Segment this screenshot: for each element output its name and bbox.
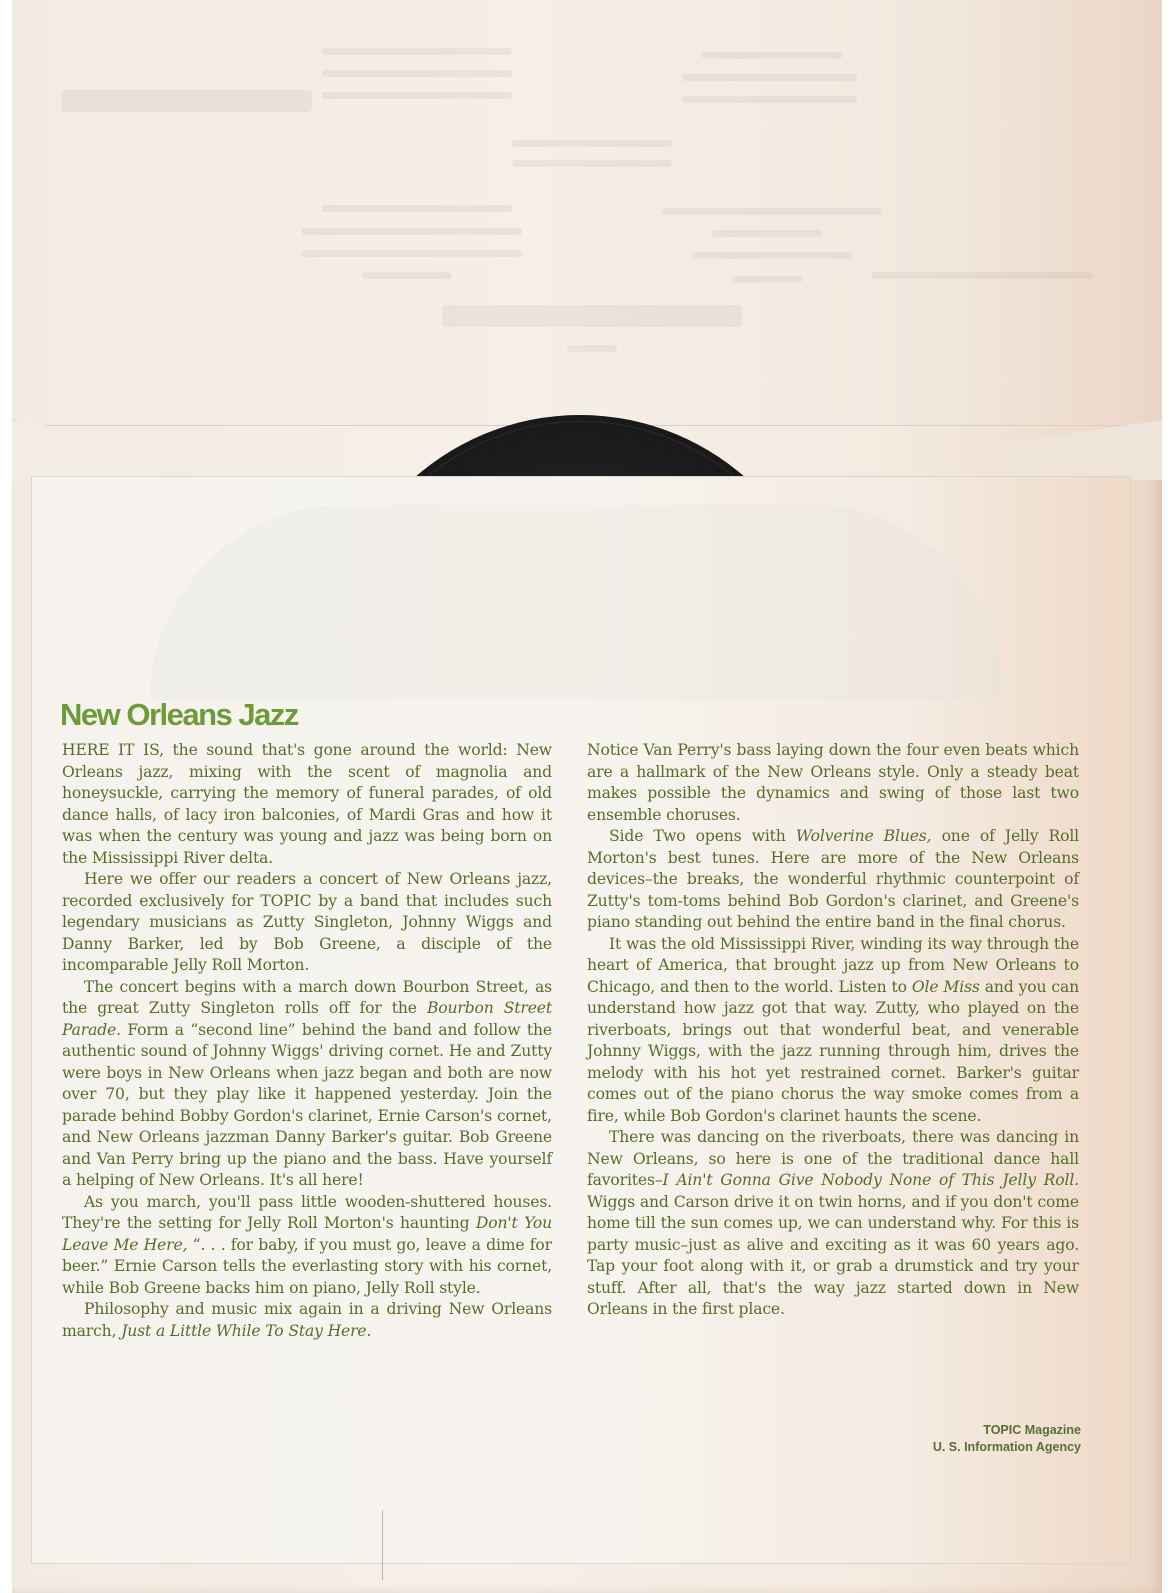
song-title: Ole Miss	[911, 977, 980, 996]
paragraph-text: Here we offer our readers a concert of New Orleans jazz, recorded exclusively for TOPIC by a band that includes such legendary musicians as Zutty Singleton, Johnny Wiggs and Danny Barker, led by Bob Greene, a disciple of the incomparable Jelly Roll Morton.	[62, 870, 552, 974]
paragraph-text: “. . . for baby, if you must go, leave a dime for beer.” Ernie Carson tells the everlasting story with his cornet, while Bob Greene backs him on piano, Jelly Roll style.	[62, 1235, 552, 1297]
song-title: Don't You Leave Me Here,	[62, 1214, 553, 1254]
paragraph-text: Notice Van Perry's bass laying down the four even beats which are a hallmark of the New Orleans style. Only a steady beat makes possible the dynamics and swing of those last two ensemble choruses.	[587, 741, 1079, 824]
paragraph-text: Wiggs and Carson drive it on twin horns, and if you don't come home till the sun comes up, we can understand why. For this is party music–just as alive and exciting as it was 60 years ago. Tap your foot along with it, or grab a drumstick and try your stuff. After all, that's the way jazz started down in New Orleans in the first place.	[587, 1192, 1079, 1318]
credit-agency: U. S. Information Agency	[932, 1440, 1081, 1454]
article-paragraph	[62, 740, 552, 869]
top-flap	[12, 0, 1162, 426]
show-through-text	[12, 0, 1162, 425]
song-title: Bourbon Street Parade.	[62, 999, 552, 1039]
article-paragraph	[62, 977, 552, 1192]
paragraph-text: Philosophy and music mix again in a driving New Orleans march,	[62, 1300, 552, 1340]
song-title: Wolverine Blues,	[795, 827, 932, 845]
credit	[933, 1422, 1081, 1456]
paragraph-text: Form a “second line” behind the band and follow the authentic sound of Johnny Wiggs' driving cornet. He and Zutty were boys in New Orleans when jazz began and both are now over 70, but they play like it happened yesterday. Join the parade behind Bobby Gordon's clarinet, Ernie Carson's cornet, and New Orleans jazzman Danny Barker's guitar. Bob Greene and Van Perry bring up the piano and the bass. Have yourself a helping of New Orleans. It's all here!	[62, 1020, 552, 1189]
credit-publication: TOPIC Magazine	[983, 1423, 1081, 1437]
left-column	[62, 740, 552, 1342]
sleeve-circle-shadow	[150, 505, 1005, 700]
song-title: I Ain't Gonna Give Nobody None of This Jelly Roll.	[662, 1171, 1079, 1189]
article-paragraph	[62, 1299, 552, 1342]
paragraph-text: and you can understand how jazz got that way. Zutty, who played on the riverboats, brings out that wonderful beat, and venerable Johnny Wiggs, with the jazz running through him, drives the melody with his hot yet restrained cornet. Barker's guitar comes out of the piano chorus the way smoke comes from a fire, while Bob Gordon's clarinet haunts the scene.	[587, 977, 1079, 1125]
sleeve-crease	[382, 1510, 383, 1580]
article-paragraph	[62, 1192, 552, 1300]
paragraph-text: The concert begins with a march down Bourbon Street, as the great Zutty Singleton rolls off for the	[62, 977, 552, 1017]
paragraph-text: HERE IT IS, the sound that's gone around the world: New Orleans jazz, mixing with the scent of magnolia and honeysuckle, carrying the memory of funeral parades, of old dance halls, of lacy iron balconies, of Mardi Gras and how it was when the century was young and jazz was being born on the Mississippi River delta.	[62, 741, 552, 867]
paragraph-text: As you march, you'll pass little wooden-shuttered houses. They're the setting for Jelly Roll Morton's haunting	[62, 1192, 552, 1232]
article-paragraph	[587, 934, 1079, 1128]
article-paragraph	[62, 869, 552, 977]
article-paragraph	[587, 1127, 1079, 1321]
paragraph-text: There was dancing on the riverboats, there was dancing in New Orleans, so here is one of the traditional dance hall favorites–	[587, 1128, 1079, 1189]
article-paragraph	[587, 740, 1079, 826]
song-title: Just a Little While To Stay Here.	[121, 1321, 372, 1340]
paragraph-text: It was the old Mississippi River, winding its way through the heart of America, that brought jazz up from New Orleans to Chicago, and then to the world. Listen to	[587, 934, 1079, 996]
vinyl-record	[330, 415, 830, 479]
right-column	[587, 740, 1079, 1321]
paragraph-text: one of Jelly Roll Morton's best tunes. Here are more of the New Orleans devices–the breaks, the wonderful rhythmic counterpoint of Zutty's tom-toms behind Bob Gordon's clarinet, and Greene's piano standing out behind the entire band in the final chorus.	[587, 827, 1079, 931]
paragraph-text: Side Two opens with	[609, 827, 796, 845]
article-paragraph	[587, 826, 1079, 934]
article-title: New Orleans Jazz	[60, 697, 298, 732]
